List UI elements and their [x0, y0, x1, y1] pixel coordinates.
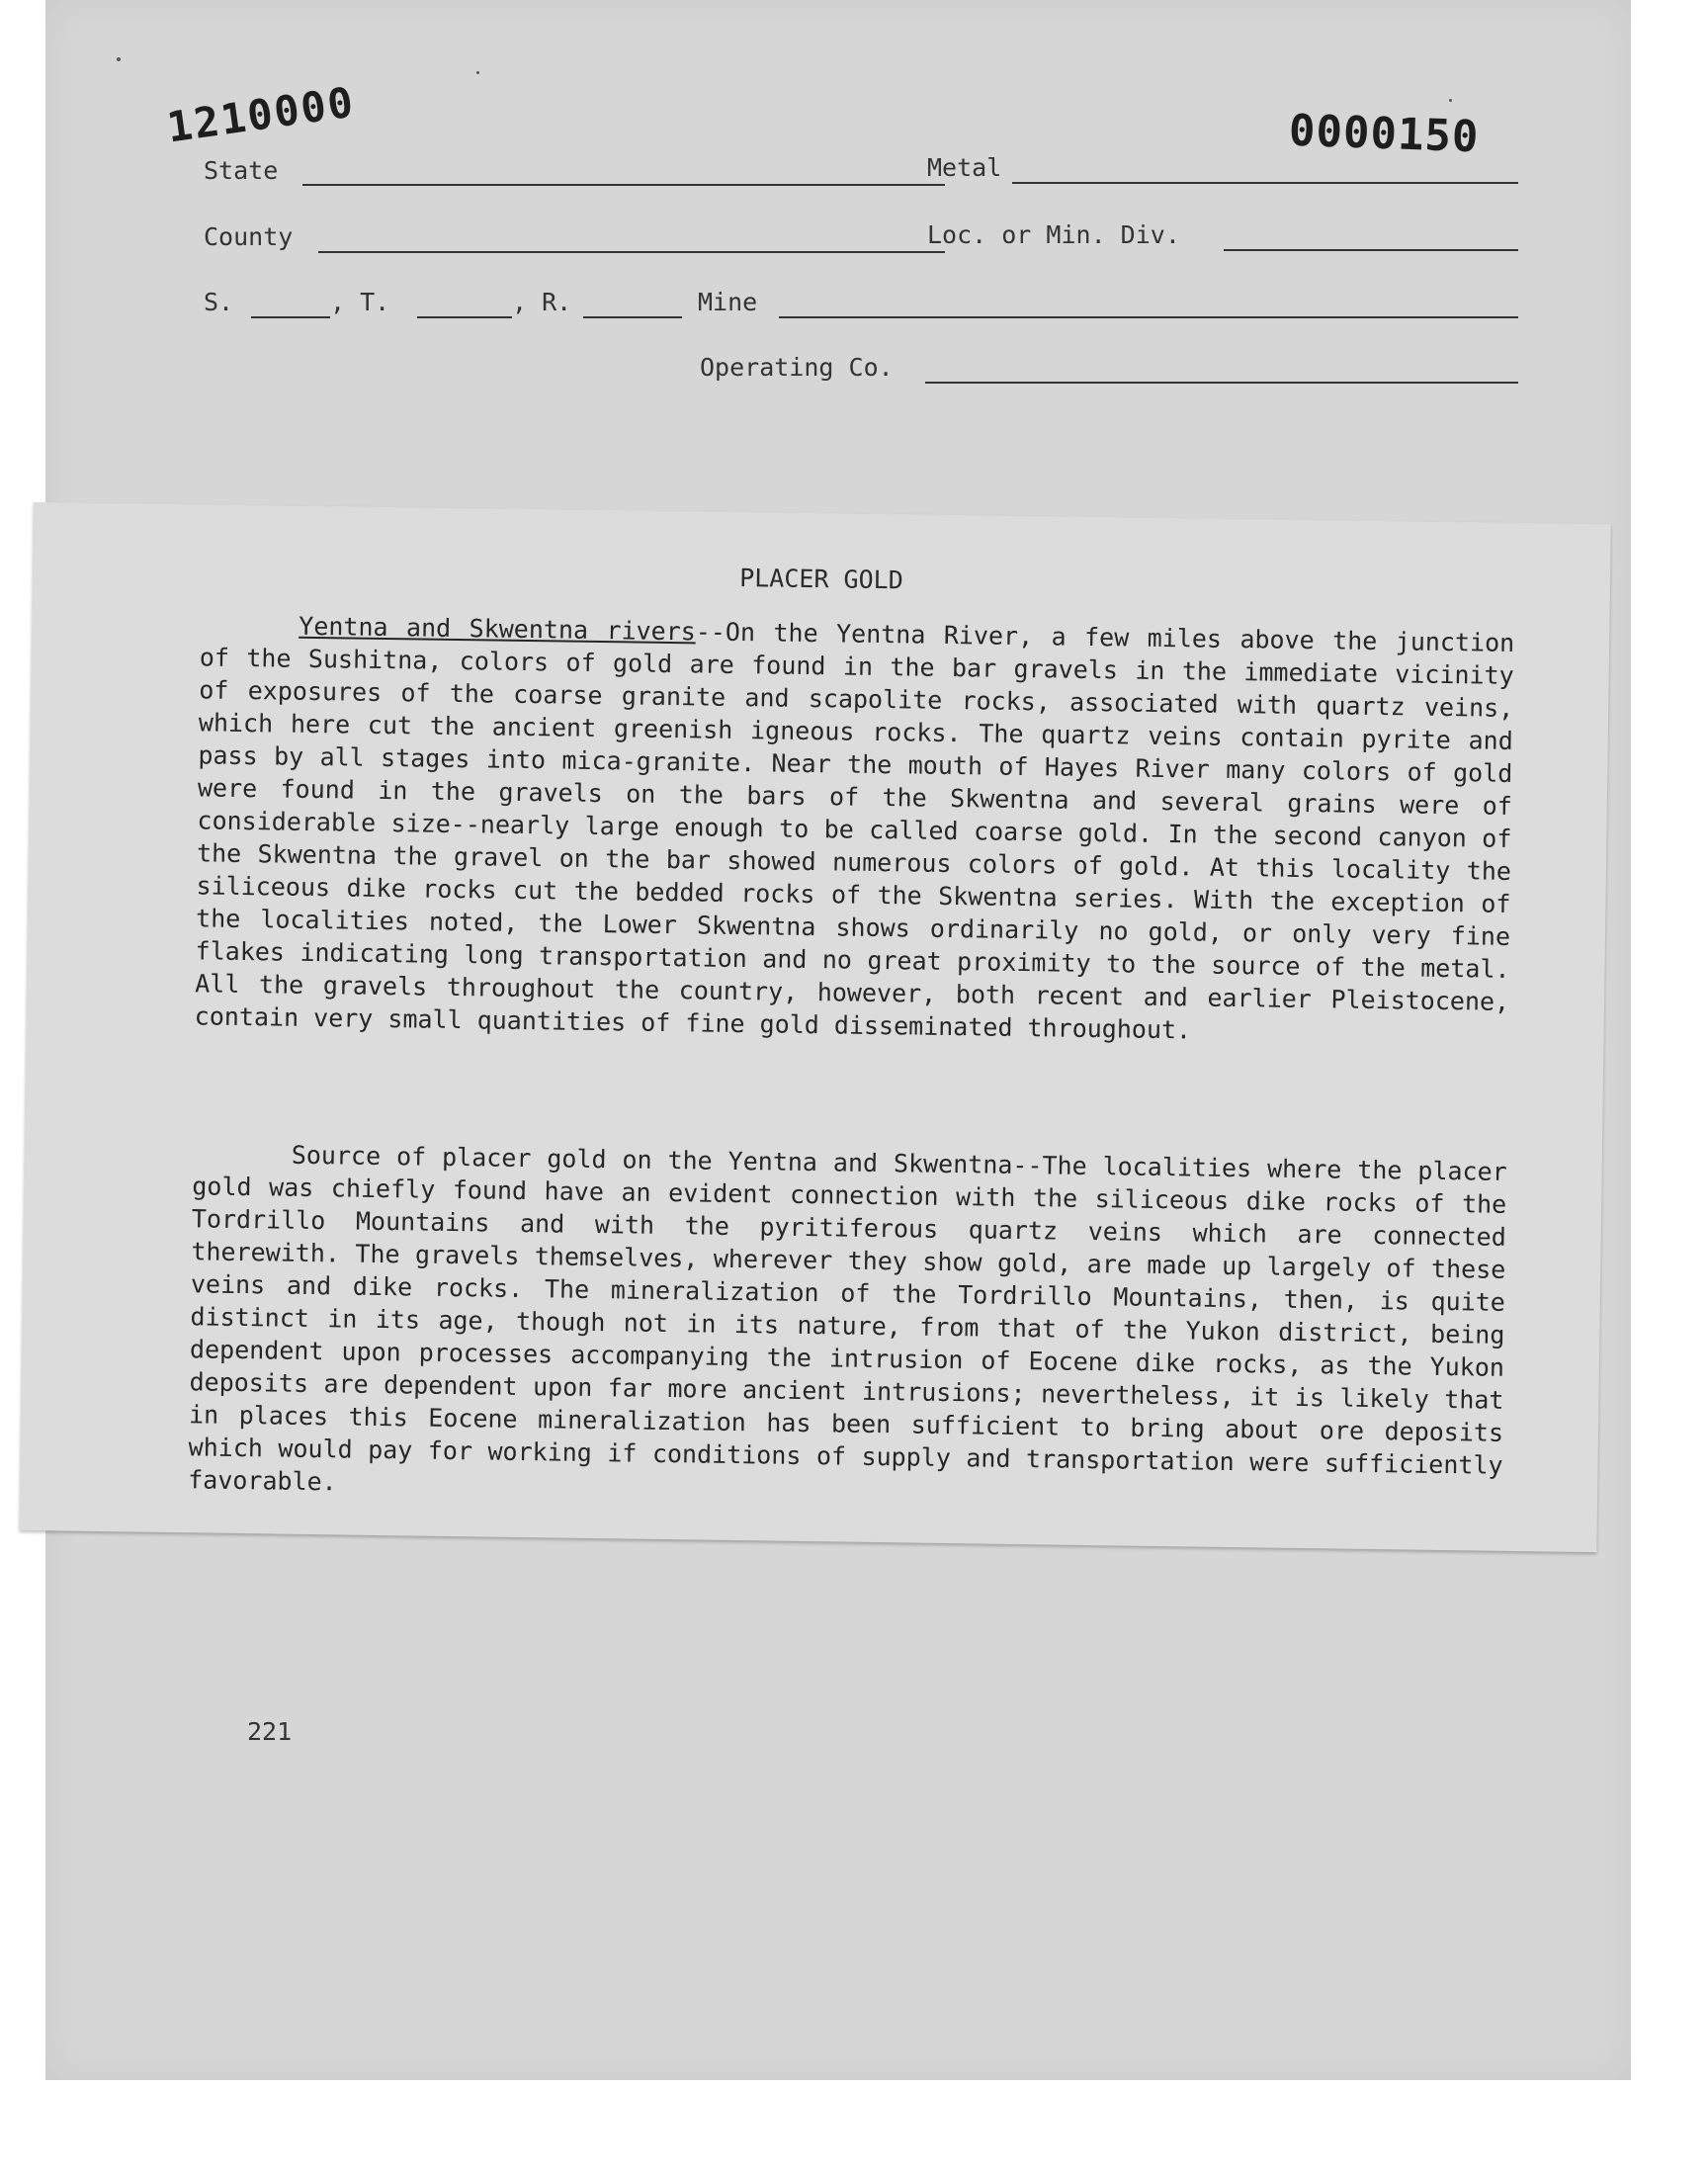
operating-co-field[interactable] — [925, 382, 1518, 384]
section-label: S. — [204, 288, 234, 316]
mine-field[interactable] — [779, 316, 1518, 318]
speck — [117, 57, 121, 61]
metal-field[interactable] — [1012, 182, 1518, 184]
mine-label: Mine — [698, 288, 758, 316]
county-label: County — [204, 222, 294, 251]
paragraph-lead-heading: Yentna and Skwentna rivers — [299, 611, 697, 647]
township-field[interactable] — [417, 316, 512, 318]
range-label: , R. — [512, 288, 572, 316]
county-field[interactable] — [318, 251, 945, 253]
clipping-title: PLACER GOLD — [739, 563, 903, 595]
paragraph-body: --On the Yentna River, a few miles above the junction of the Sushitna, colors of gold are found in the bar gravels in the immediate vicinity of exposures of the coarse granite and scapolite rocks, associated with quartz veins, which here cut the ancient greenish igneous rocks. The quartz veins contain pyrite and pass by all stages into mica-granite. Near the mouth of Hayes River many colors of gold were found in the gravels on the bars of the Skwentna and several grains were of considerable size--nearly large enough to be called coarse gold. In the second canyon of the Skwentna the gravel on the bar showed numerous colors of gold. At this locality the siliceous dike rocks cut the bedded rocks of the Skwentna series. With the exception of the localities noted, the Lower Skwentna shows ordinarily no gold, or only very fine flakes indicating long transportation and no great proximity to the source of the metal. All the gravels throughout the country, however, both recent and earlier Pleistocene, contain very small quantities of fine gold disseminated throughout. — [194, 617, 1515, 1045]
township-label: , T. — [330, 288, 390, 316]
state-label: State — [204, 156, 279, 185]
paragraph-yentna-skwentna — [195, 608, 1515, 1051]
section-field[interactable] — [251, 316, 330, 318]
page-number: 221 — [247, 1717, 293, 1746]
loc-label: Loc. or Min. Div. — [927, 220, 1180, 249]
operating-co-label: Operating Co. — [700, 353, 894, 382]
loc-field[interactable] — [1224, 249, 1518, 251]
placer-gold-clipping — [19, 502, 1610, 1552]
stamp-number-right: 0000150 — [1288, 105, 1481, 163]
range-field[interactable] — [583, 316, 682, 318]
speck — [476, 71, 479, 74]
speck — [1449, 99, 1452, 102]
paragraph-source-of-placer-gold: Source of placer gold on the Yentna and Skwentna--The localities where the placer gold was chiefly found have an evident connection with the siliceous dike rocks of the Tordrillo Mountains and with the pyritiferous quartz veins which are connected therewith. The gravels themselves, wherever they show gold, are made up largely of these veins and dike rocks. The mineralization of the Tordrillo Mountains, then, is quite distinct in its age, though not in its nature, from that of the Yukon district, being dependent upon processes accompanying the intrusion of Eocene dike rocks, as the Yukon deposits are dependent upon far more ancient intrusions; nevertheless, it is likely that in places this Eocene mineralization has been sufficient to bring about ore deposits which would pay for working if conditions of supply and transportation were sufficiently favorable. — [188, 1140, 1507, 1497]
stamp-number-left: 1210000 — [164, 77, 358, 152]
metal-label: Metal — [927, 153, 1002, 182]
state-field[interactable] — [302, 184, 945, 186]
